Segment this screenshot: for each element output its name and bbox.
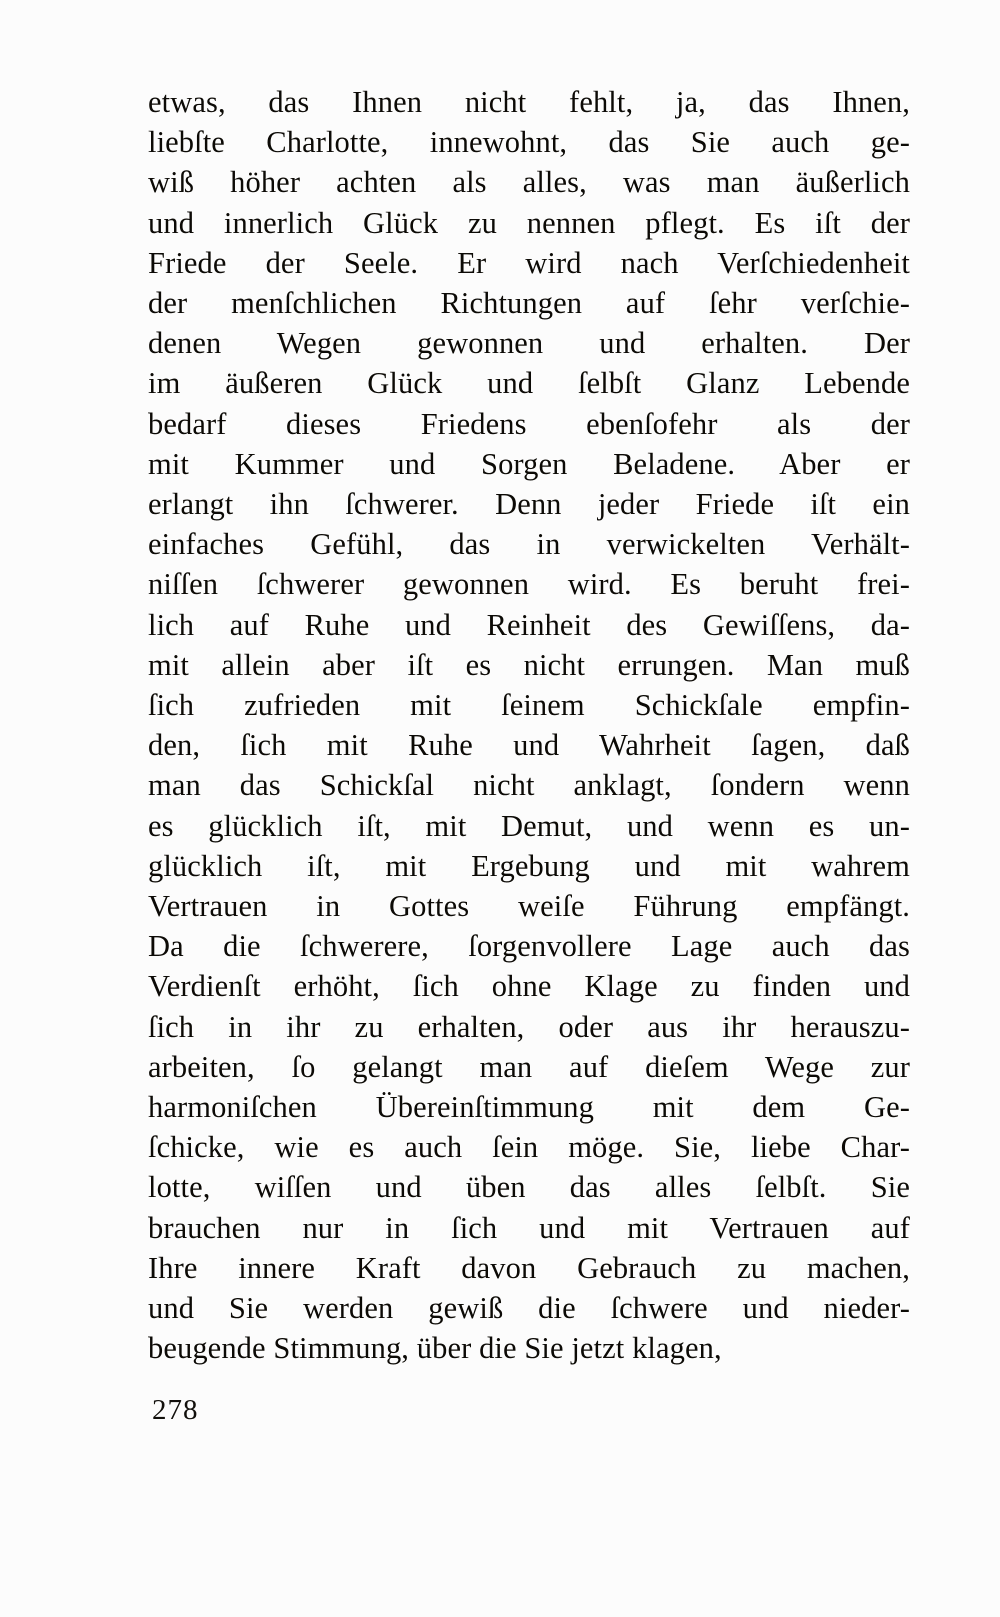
text-line: Ihre innere Kraft davon Gebrauch zu machen,: [148, 1250, 910, 1285]
text-line: und Sie werden gewiß die ſchwere und nieder-: [148, 1291, 910, 1326]
text-line: ſchicke, wie es auch ſein möge. Sie, liebe Char-: [148, 1130, 910, 1165]
body-text: [148, 82, 910, 1369]
text-line: denen Wegen gewonnen und erhalten. Der: [148, 326, 910, 361]
text-line: mit Kummer und Sorgen Beladene. Aber er: [148, 446, 910, 481]
text-line: Verdienſt erhöht, ſich ohne Klage zu finden und: [148, 969, 910, 1004]
text-line: beugende Stimmung, über die Sie jetzt klagen,: [148, 1331, 722, 1366]
text-line: und innerlich Glück zu nennen pflegt. Es iſt der: [148, 205, 910, 240]
text-line: erlangt ihn ſchwerer. Denn jeder Friede iſt ein: [148, 487, 910, 522]
text-line: man das Schickſal nicht anklagt, ſondern wenn: [148, 768, 910, 803]
text-line: Vertrauen in Gottes weiſe Führung empfängt.: [148, 889, 910, 924]
text-line: liebſte Charlotte, innewohnt, das Sie auch ge-: [148, 125, 910, 160]
text-line: ſich in ihr zu erhalten, oder aus ihr herauszu-: [148, 1009, 910, 1044]
text-line: brauchen nur in ſich und mit Vertrauen auf: [148, 1210, 910, 1245]
text-line: einfaches Gefühl, das in verwickelten Verhält-: [148, 527, 910, 562]
text-line: wiß höher achten als alles, was man äußerlich: [148, 165, 910, 200]
text-line: es glücklich iſt, mit Demut, und wenn es un-: [148, 808, 910, 843]
text-line: ſich zufrieden mit ſeinem Schickſale empfin-: [148, 688, 910, 723]
text-line: den, ſich mit Ruhe und Wahrheit ſagen, daß: [148, 728, 910, 763]
text-line: niſſen ſchwerer gewonnen wird. Es beruht frei-: [148, 567, 910, 602]
text-line: etwas, das Ihnen nicht fehlt, ja, das Ihnen,: [148, 85, 910, 119]
text-line: bedarf dieses Friedens ebenſofehr als der: [148, 406, 910, 441]
page-number: 278: [152, 1394, 199, 1426]
text-line: arbeiten, ſo gelangt man auf dieſem Wege zur: [148, 1049, 910, 1084]
text-line: lich auf Ruhe und Reinheit des Gewiſſens, da-: [148, 607, 910, 642]
text-line: im äußeren Glück und ſelbſt Glanz Lebende: [148, 366, 910, 401]
text-line: lotte, wiſſen und üben das alles ſelbſt. Sie: [148, 1170, 910, 1205]
text-line: der menſchlichen Richtungen auf ſehr verſchie-: [148, 286, 910, 321]
text-line: Friede der Seele. Er wird nach Verſchiedenheit: [148, 245, 910, 280]
text-line: mit allein aber iſt es nicht errungen. Man muß: [148, 647, 910, 682]
text-line: Da die ſchwerere, ſorgenvollere Lage auch das: [148, 929, 910, 964]
text-line: harmoniſchen Übereinſtimmung mit dem Ge-: [148, 1090, 910, 1125]
text-line: glücklich iſt, mit Ergebung und mit wahrem: [148, 848, 910, 883]
